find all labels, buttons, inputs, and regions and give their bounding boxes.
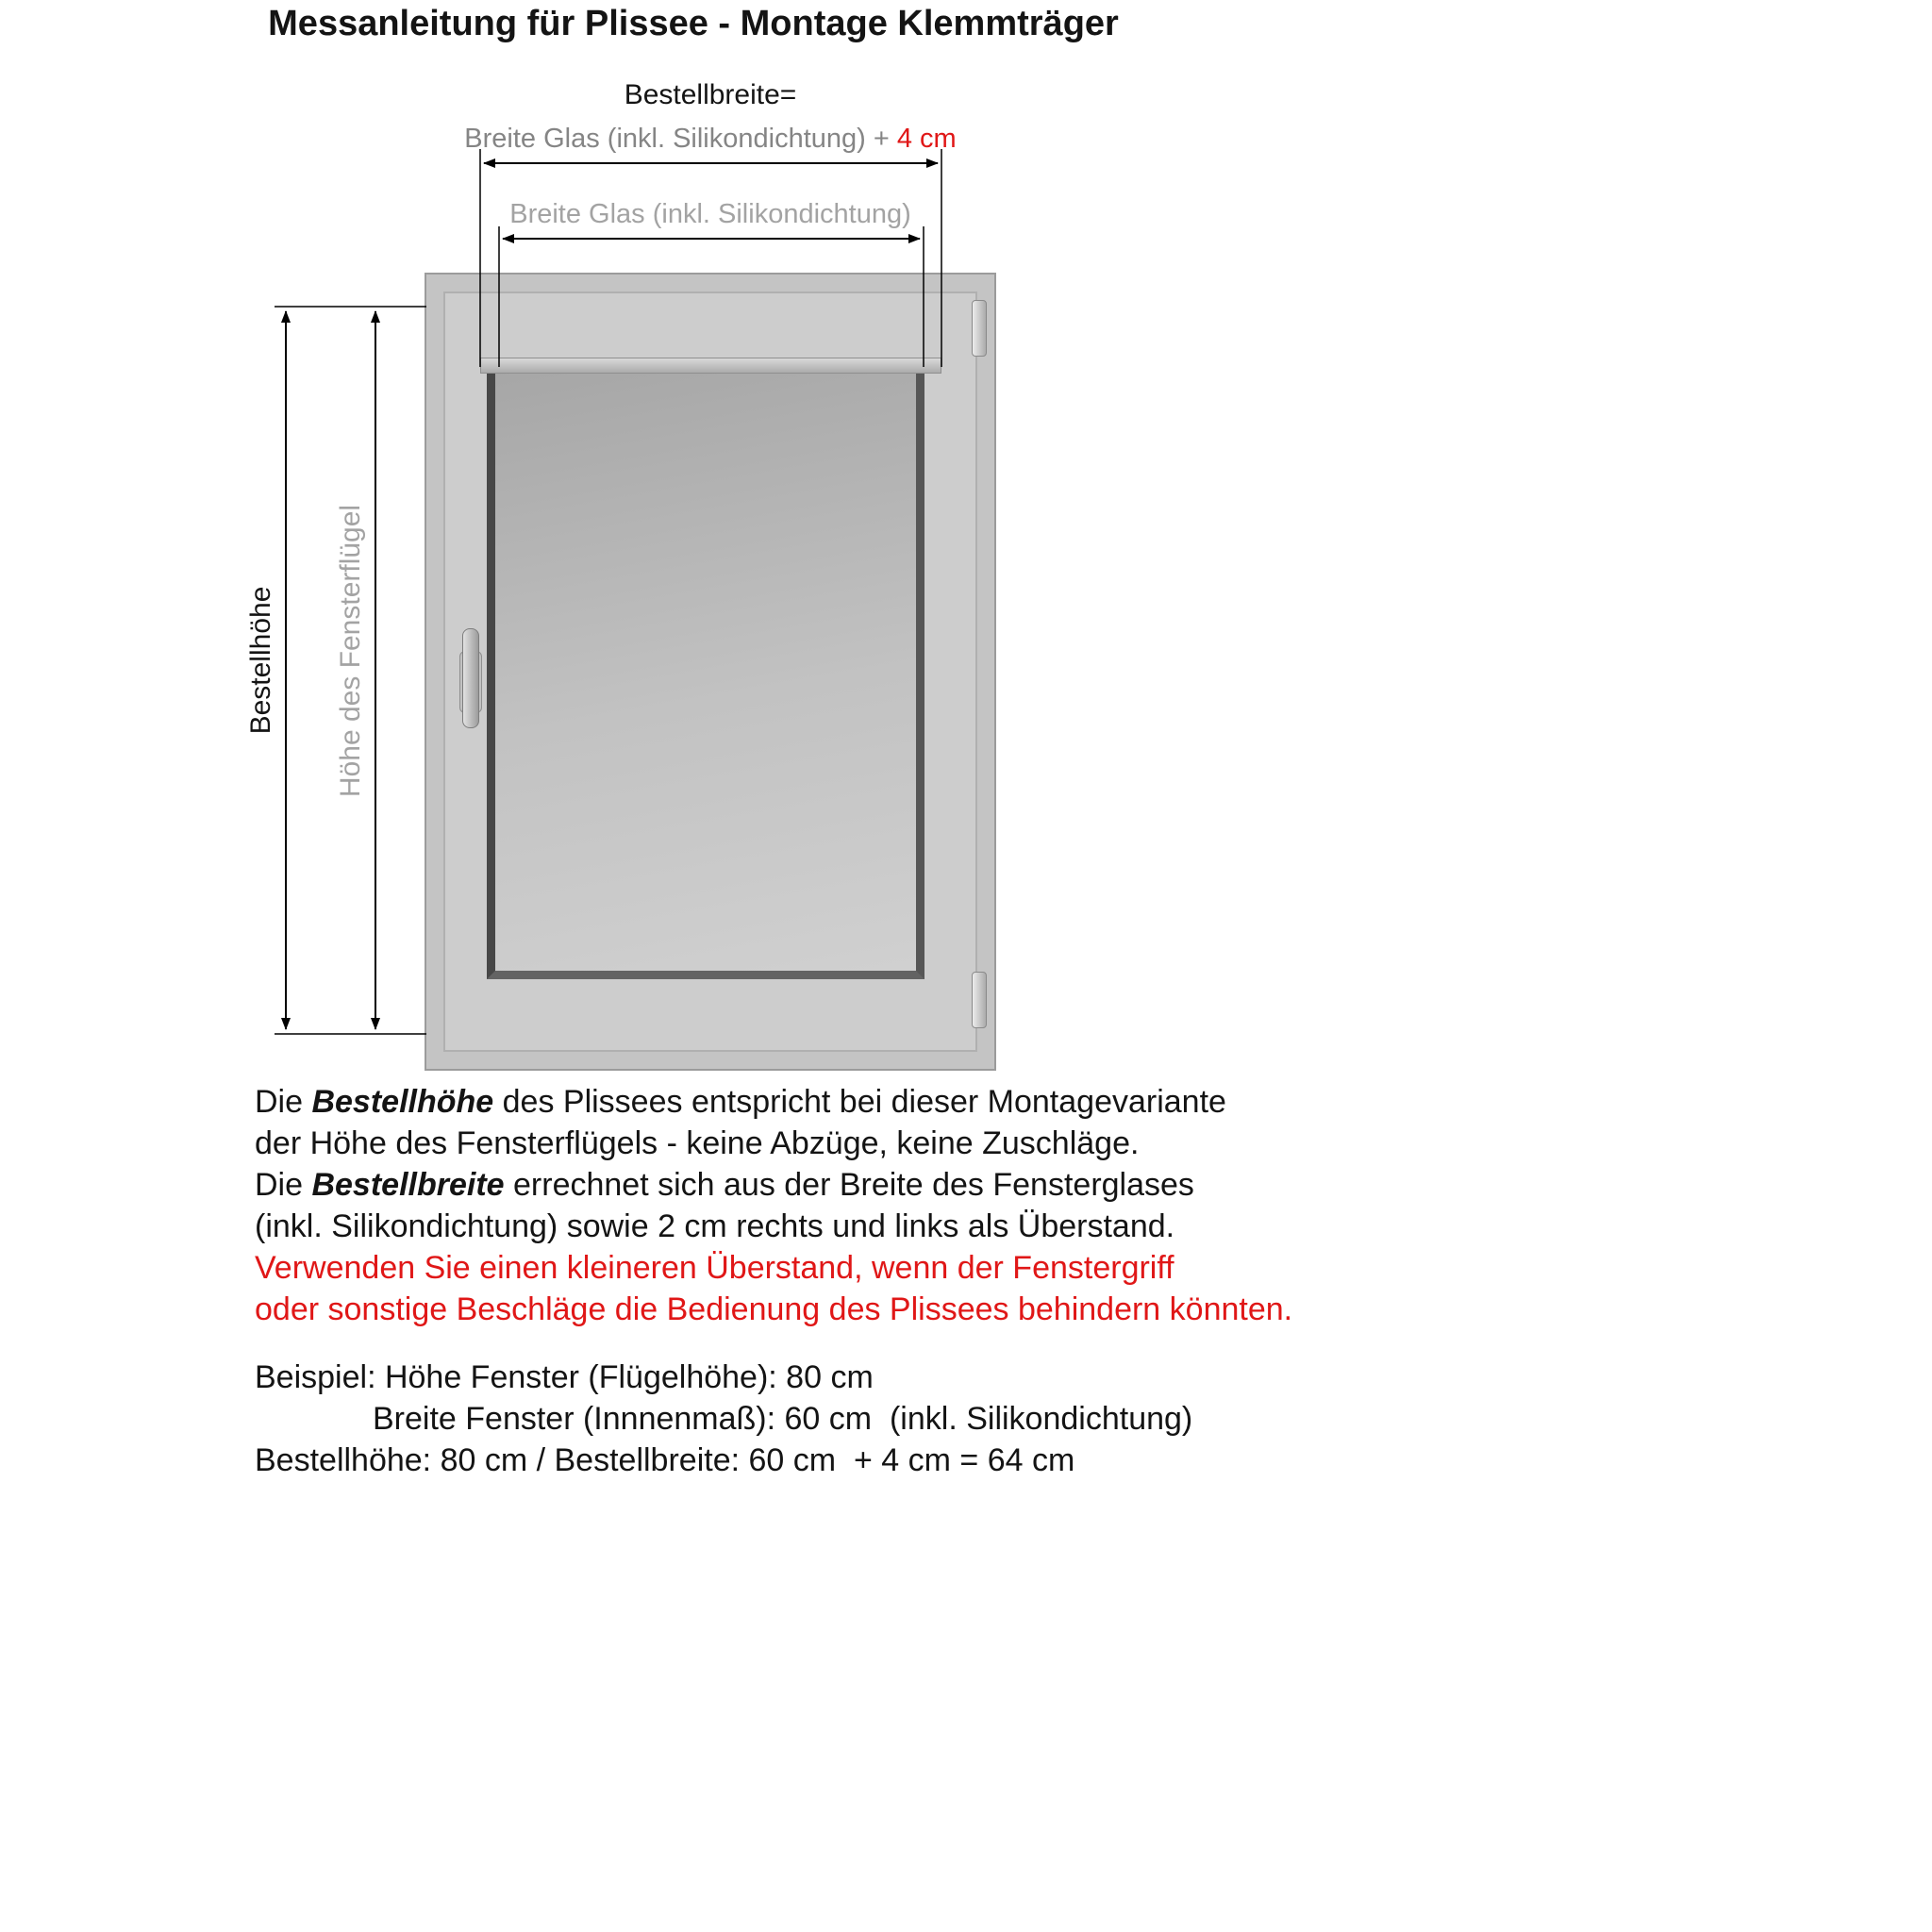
explanation-line-2: der Höhe des Fensterflügels - keine Abzüge, keine Zuschläge. [255,1125,1140,1161]
window-sash [443,291,977,1052]
page-title: Messanleitung für Plissee - Montage Klemmträger [268,4,1119,43]
hinge-bottom-icon [972,972,987,1028]
explanation-line-3 [255,1164,1292,1206]
explanation-line-1-term: Bestellhöhe [311,1084,494,1120]
glass-width-plus-prefix: Breite Glas (inkl. Silikondichtung) + [464,124,897,154]
example-text [255,1357,1192,1481]
glass-width-plus-value: 4 cm [896,124,957,154]
example-line-1: Beispiel: Höhe Fenster (Flügelhöhe): 80 cm [255,1359,874,1395]
explanation-line-1-pre: Die [255,1084,312,1120]
explanation-line-4: (inkl. Silikondichtung) sowie 2 cm rechts und links als Überstand. [255,1208,1175,1244]
example-line-3: Bestellhöhe: 80 cm / Bestellbreite: 60 cm + 4 cm = 64 cm [255,1442,1075,1478]
glass-frame [487,359,924,979]
order-height-label: Bestellhöhe [245,586,276,735]
plissee-top-rail [480,358,941,374]
warning-line-1: Verwenden Sie einen kleineren Überstand, wenn der Fenstergriff [255,1250,1174,1286]
hinge-top-icon [972,300,987,357]
explanation-line-1 [255,1081,1292,1123]
glass-width-plus-label [384,124,1037,155]
explanation-text [255,1081,1292,1330]
explanation-line-3-post: errechnet sich aus der Breite des Fensterglases [504,1167,1194,1203]
explanation-line-3-term: Bestellbreite [311,1167,505,1203]
window-frame [425,273,996,1071]
example-line-2: Breite Fenster (Innnenmaß): 60 cm (inkl. Silikondichtung) [373,1401,1193,1437]
window-handle-grip [462,628,479,728]
explanation-line-1-post: des Plissees entspricht bei dieser Montagevariante [493,1084,1226,1120]
glass-width-label: Breite Glas (inkl. Silikondichtung) [509,199,911,229]
sash-height-label: Höhe des Fensterflügel [335,504,366,798]
explanation-line-3-pre: Die [255,1167,312,1203]
window-handle [457,626,483,734]
warning-line-2: oder sonstige Beschläge die Bedienung des Plissees behindern könnten. [255,1291,1293,1327]
order-width-label: Bestellbreite= [624,79,797,110]
